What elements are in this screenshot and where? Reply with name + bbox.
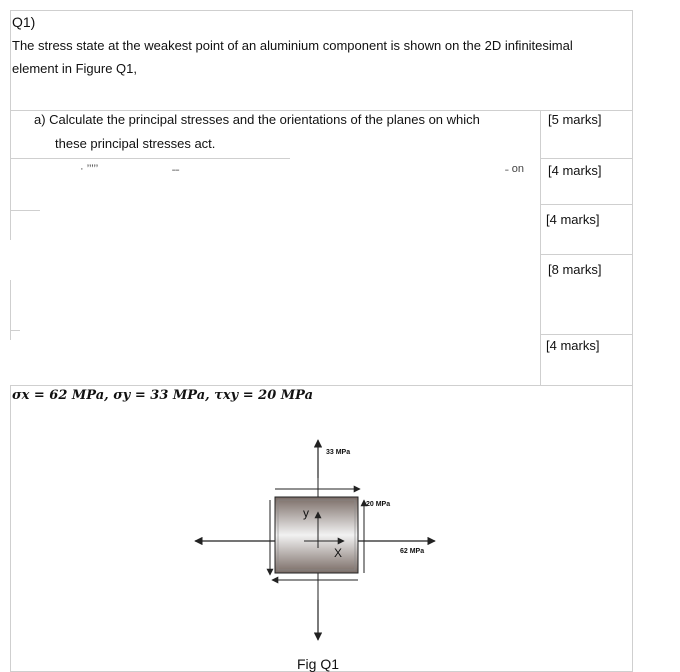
marks-part-b: [4 marks] (548, 163, 602, 178)
part-a-line1: a) Calculate the principal stresses and the orientations of the planes on which (34, 112, 480, 127)
marks-part-e: [4 marks] (546, 338, 600, 353)
label-sigma-x: 62 MPa (400, 548, 425, 555)
stress-element (275, 497, 358, 573)
question-intro-line1: The stress state at the weakest point of an aluminium component is shown on the 2D infinitesimal (12, 38, 573, 53)
question-number: Q1) (12, 14, 36, 30)
label-tau: 20 MPa (366, 501, 391, 508)
stress-formula: σx = 62 MPa, σy = 33 MPa, τxy = 20 MPa (12, 388, 314, 403)
figure-caption: Fig Q1 (297, 656, 340, 672)
fragment-2: ˗˗ (172, 163, 180, 175)
marks-part-d: [8 marks] (548, 262, 602, 277)
label-sigma-y: 33 MPa (326, 449, 351, 456)
part-a-line2: these principal stresses act. (55, 136, 216, 151)
question-intro-line2: element in Figure Q1, (12, 61, 138, 76)
marks-part-c: [4 marks] (546, 212, 600, 227)
marks-part-a: [5 marks] (548, 112, 602, 127)
fragment-3: ˗ on (505, 163, 524, 175)
fragment-1: · ’’’’’ (80, 163, 99, 175)
axis-label-y: y (303, 506, 309, 520)
axis-label-x: X (334, 546, 343, 560)
